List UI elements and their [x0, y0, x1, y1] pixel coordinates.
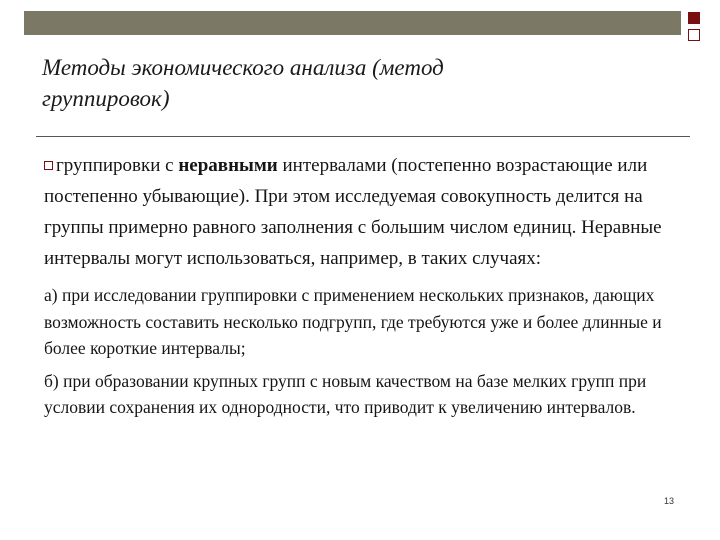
main-text-before: группировки с [56, 155, 179, 176]
page-number: 13 [664, 496, 675, 506]
item-a-paragraph: а) при исследовании группировки с применением нескольких признаков, дающих возможность составить несколько подгрупп, где требуются уже и более длинные и более короткие интервалы; [44, 285, 662, 358]
title-divider [36, 136, 690, 137]
slide-title [42, 52, 602, 114]
corner-filled-square-icon [688, 12, 700, 24]
main-bullet-paragraph [44, 150, 694, 274]
main-text-bold: неравными [178, 155, 278, 176]
corner-outline-square-icon [688, 29, 700, 41]
slide-title-line2: группировок) [42, 86, 170, 111]
square-outline-bullet-icon [44, 161, 53, 170]
header-band [24, 11, 681, 35]
main-text-after: интервалами (постепенно возрастающие или постепенно убывающие). При этом исследуемая совокупность делится на группы примерно равного заполнения с большим числом единиц. Неравные интервалы могут использоваться, например, в таких случаях: [44, 155, 662, 269]
item-b-paragraph: б) при образовании крупных групп с новым качеством на базе мелких групп при условии сохранения их однородности, что приводит к увеличению интервалов. [44, 370, 647, 417]
slide-body [44, 150, 694, 421]
slide-title-line1: Методы экономического анализа (метод [42, 55, 444, 80]
